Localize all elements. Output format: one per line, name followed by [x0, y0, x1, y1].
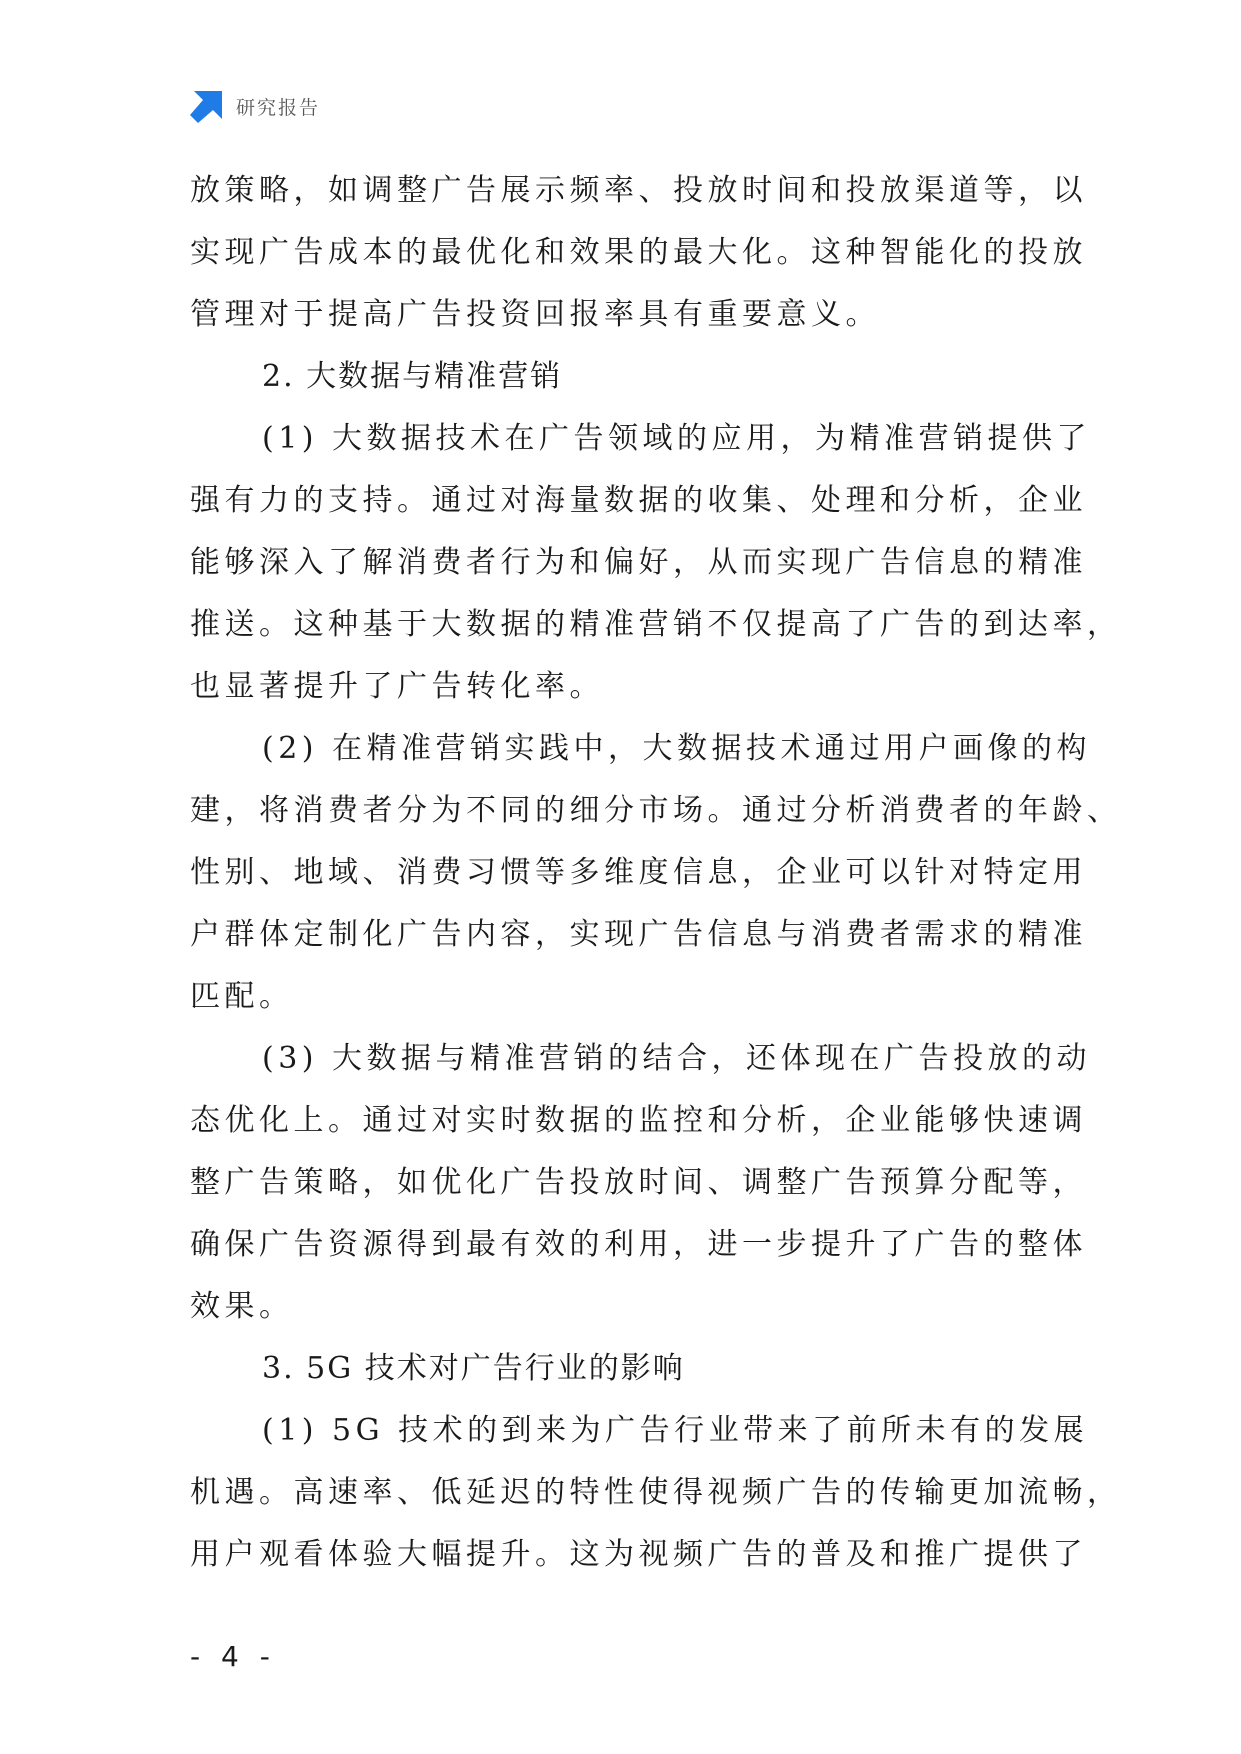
text-line: 用户观看体验大幅提升。这为视频广告的普及和推广提供了	[190, 1537, 1087, 1572]
text-line: (1) 大数据技术在广告领域的应用，为精准营销提供了	[262, 421, 1092, 456]
text-line: 放策略，如调整广告展示频率、投放时间和投放渠道等，以	[190, 173, 1087, 208]
text-line: 建，将消费者分为不同的细分市场。通过分析消费者的年龄、	[190, 793, 1122, 828]
text-line: 强有力的支持。通过对海量数据的收集、处理和分析，企业	[190, 483, 1087, 518]
header-title: 研究报告	[236, 96, 321, 119]
text-line: 机遇。高速率、低延迟的特性使得视频广告的传输更加流畅，	[190, 1475, 1122, 1510]
document-body	[190, 160, 1122, 1586]
text-line: 整广告策略，如优化广告投放时间、调整广告预算分配等，	[190, 1165, 1087, 1200]
text-line: (3) 大数据与精准营销的结合，还体现在广告投放的动	[262, 1041, 1092, 1076]
page-header	[190, 88, 320, 124]
text-line: 户群体定制化广告内容，实现广告信息与消费者需求的精准	[190, 917, 1087, 952]
arrow-up-right-icon	[190, 89, 224, 123]
text-line: 实现广告成本的最优化和效果的最大化。这种智能化的投放	[190, 235, 1087, 270]
section-heading: 3. 5G 技术对广告行业的影响	[262, 1351, 685, 1386]
text-line: (1) 5G 技术的到来为广告行业带来了前所未有的发展	[262, 1413, 1089, 1448]
text-line: 也显著提升了广告转化率。	[190, 669, 604, 704]
page-number: - 4 -	[190, 1640, 276, 1673]
text-line: 效果。	[190, 1289, 294, 1324]
text-line: (2) 在精准营销实践中，大数据技术通过用户画像的构	[262, 731, 1092, 766]
text-line: 能够深入了解消费者行为和偏好，从而实现广告信息的精准	[190, 545, 1087, 580]
section-heading: 2. 大数据与精准营销	[262, 359, 563, 394]
text-line: 匹配。	[190, 979, 294, 1014]
text-line: 推送。这种基于大数据的精准营销不仅提高了广告的到达率，	[190, 607, 1122, 642]
text-line: 管理对于提高广告投资回报率具有重要意义。	[190, 297, 880, 332]
text-line: 性别、地域、消费习惯等多维度信息，企业可以针对特定用	[190, 855, 1087, 890]
text-line: 确保广告资源得到最有效的利用，进一步提升了广告的整体	[190, 1227, 1087, 1262]
text-line: 态优化上。通过对实时数据的监控和分析，企业能够快速调	[190, 1103, 1087, 1138]
